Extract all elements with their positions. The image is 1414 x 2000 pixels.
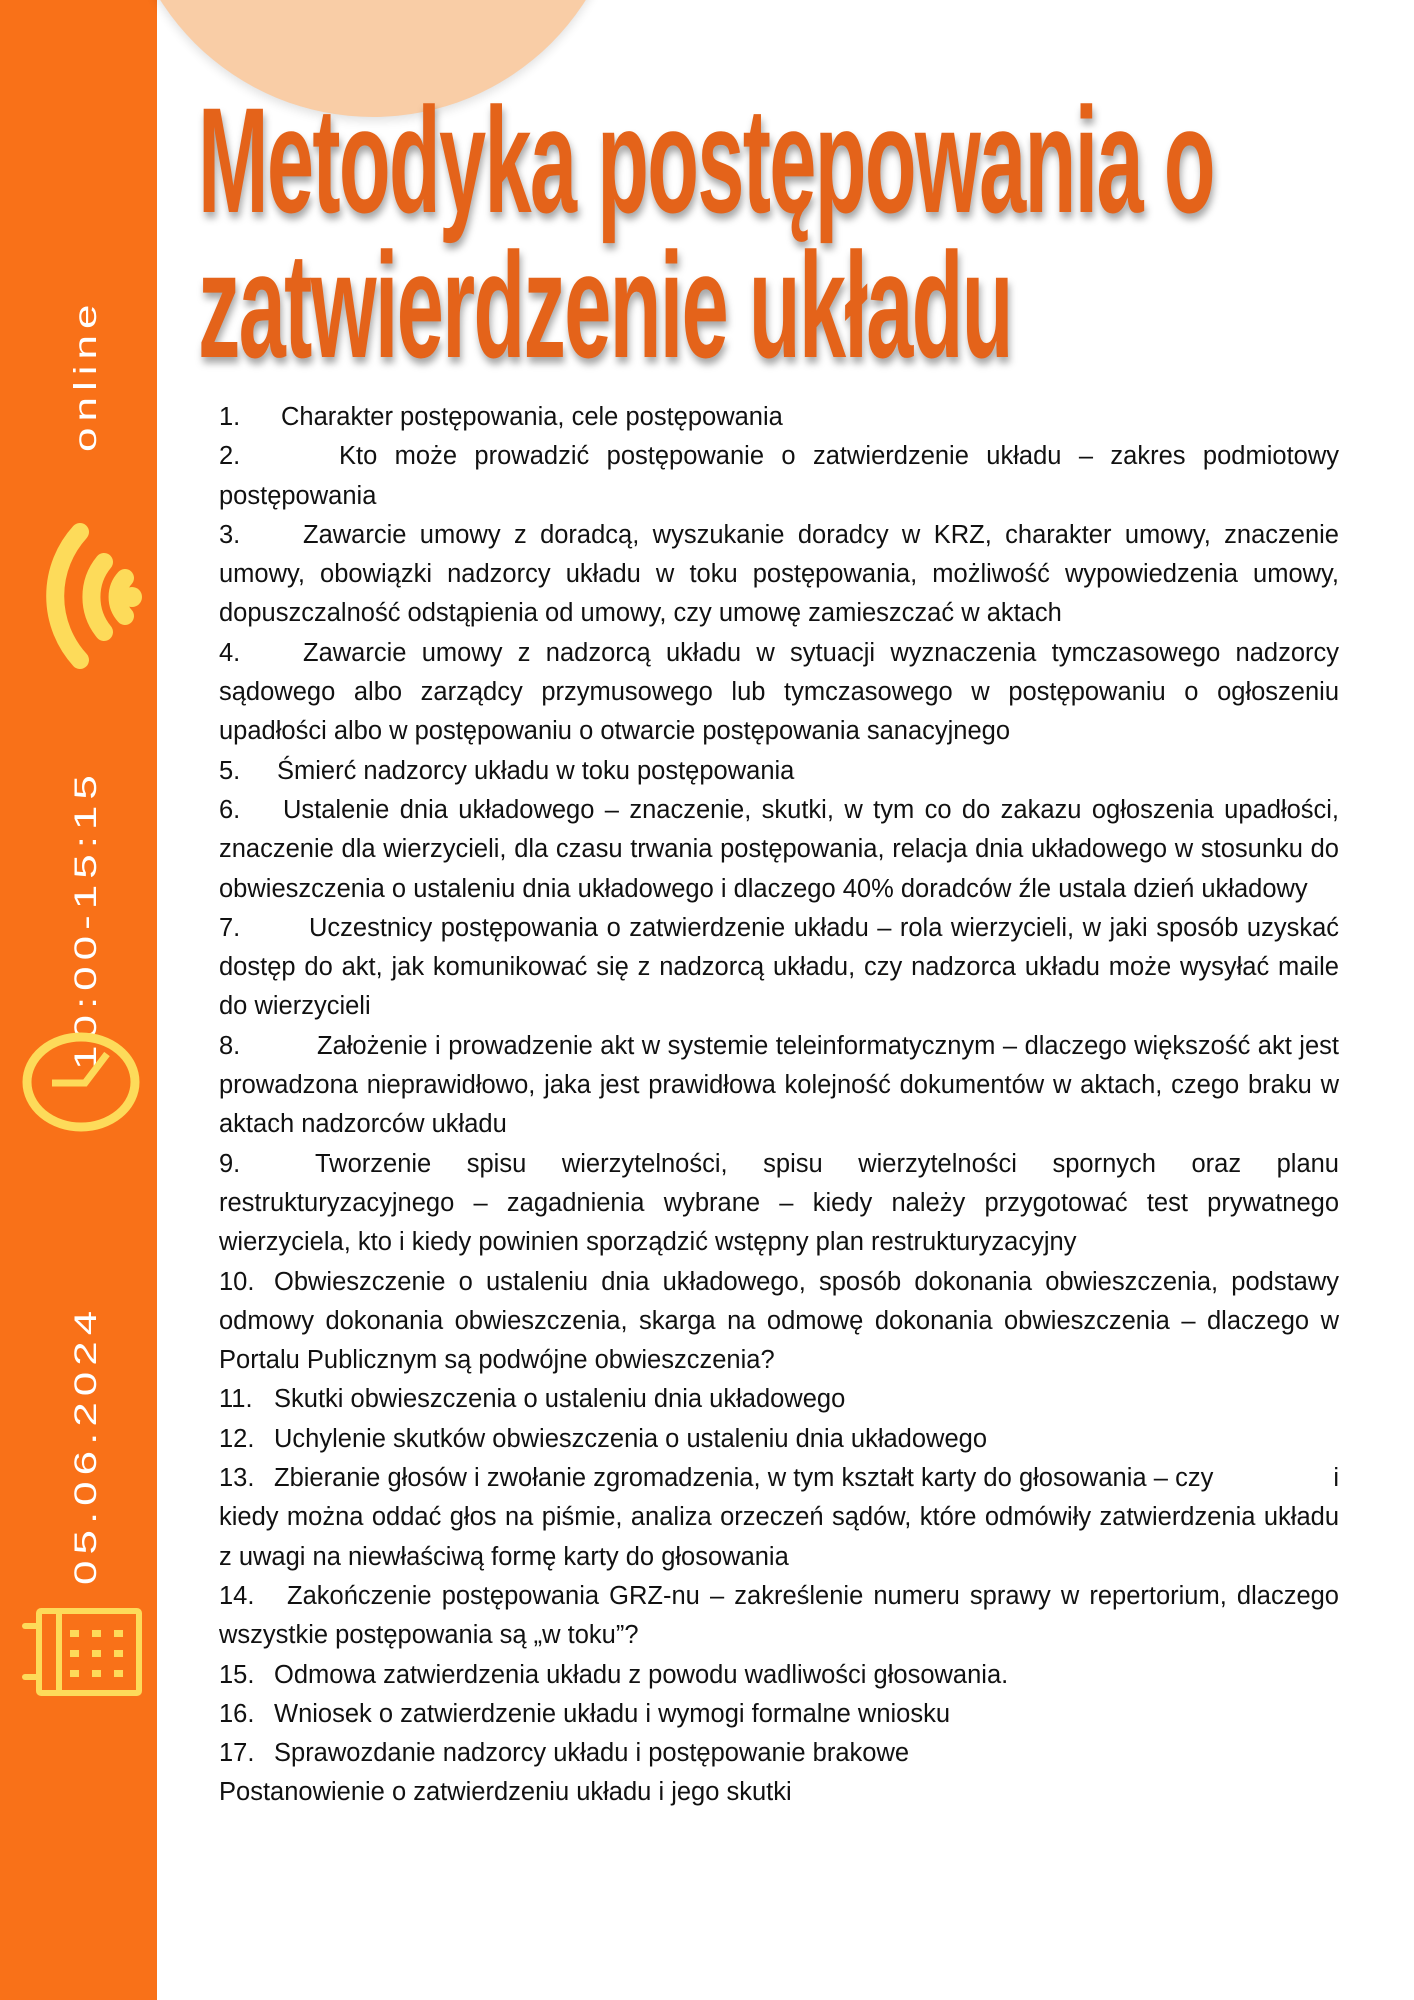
item-text: Śmierć nadzorcy układu w toku postępowania [277,756,795,785]
agenda-item [219,1656,1339,1695]
agenda-item [219,1145,1339,1263]
item-text-continued: i kiedy można oddać głos na piśmie, analiza orzeczeń sądów, które odmówiły zatwierdzenia układu z uwagi na niewłaściwą formę karty do głosowania [219,1464,1339,1571]
agenda-item [219,752,1339,791]
agenda-item [219,516,1339,634]
item-text: Obwieszczenie o ustaleniu dnia układowego, sposób dokonania obwieszczenia, podstawy odmowy dokonania obwieszczenia, skarga na odmowę dokonania obwieszczenia – dlaczego w Portalu Publicznym są podwójne obwieszczenia? [219,1267,1339,1375]
item-text: Tworzenie spisu wierzytelności, spisu wierzytelności spornych oraz planu restrukturyzacyjnego – zagadnienia wybrane – kiedy należy przygotować test prywatnego wierzyciela, kto i kiedy powinien sporządzić wstępny plan restrukturyzacyjny [219,1149,1339,1257]
event-date: 05.06.2024 [68,1304,104,1585]
agenda-item [219,1420,1339,1459]
item-text: Kto może prowadzić postępowanie o zatwierdzenie układu – zakres podmiotowy postępowania [219,442,1339,510]
item-number: 4. [219,638,241,667]
item-text: Uchylenie skutków obwieszczenia o ustaleniu dnia układowego [274,1424,988,1453]
item-number: 1. [219,403,241,431]
agenda-item [219,791,1339,909]
agenda-item [219,1380,1339,1419]
event-mode: online [68,298,104,452]
item-number: 7. [219,913,241,942]
agenda-item [219,437,1339,516]
agenda-item [219,634,1339,752]
item-number: 2. [219,442,241,471]
agenda-list [219,398,1339,1813]
item-text: Ustalenie dnia układowego – znaczenie, skutki, w tym co do zakazu ogłoszenia upadłości, znaczenie dla wierzycieli, dla czasu trwania postępowania, relacja dnia układowego w stosunku do obwieszczenia o ustaleniu dnia układowego i dlaczego 40% doradców źle ustala dzień układowy [219,795,1339,903]
agenda-final-line: Postanowienie o zatwierdzeniu układu i jego skutki [219,1778,792,1807]
item-number: 12. [219,1424,255,1453]
item-text: Założenie i prowadzenie akt w systemie teleinformatycznym – dlaczego większość akt jest prowadzona nieprawidłowo, jaka jest prawidłowa kolejność dokumentów w aktach, czego braku w aktach nadzorców układu [219,1031,1339,1139]
item-text: Zawarcie umowy z doradcą, wyszukanie doradcy w KRZ, charakter umowy, znaczenie umowy, obowiązki nadzorcy układu w toku postępowania, możliwość wypowiedzenia umowy, dopuszczalność odstąpienia od umowy, czy umowę zamieszczać w aktach [219,520,1339,628]
title-line-2: zatwierdzenie układu [198,221,1012,389]
item-text: Zawarcie umowy z nadzorcą układu w sytuacji wyznaczenia tymczasowego nadzorcy sądowego albo zarządcy przymusowego lub tymczasowego w postępowaniu o ogłoszeniu upadłości albo w postępowaniu o otwarcie postępowania sanacyjnego [219,638,1339,746]
agenda-item [219,1263,1339,1381]
page-title [198,76,1214,389]
agenda-item [219,1027,1339,1145]
calendar-icon [20,1608,145,1703]
agenda-item [219,909,1339,1027]
title-line-1: Metodyka postępowania o [198,76,1214,244]
item-number: 15. [219,1660,255,1689]
item-text: Zbieranie głosów i zwołanie zgromadzenia, w tym kształt karty do głosowania – czy [274,1464,1214,1493]
item-number: 16. [219,1699,255,1728]
item-text: Odmowa zatwierdzenia układu z powodu wadliwości głosowania. [274,1660,1009,1689]
item-number: 9. [219,1149,241,1178]
item-text: Skutki obwieszczenia o ustaleniu dnia układowego [274,1385,846,1414]
item-number: 3. [219,520,241,549]
agenda-item [219,1459,1339,1577]
item-number: 13. [219,1464,255,1493]
item-number: 8. [219,1031,241,1060]
item-number: 6. [219,795,241,824]
clock-icon [22,1032,142,1132]
agenda-item [219,1734,1339,1773]
item-text: Charakter postępowania, cele postępowania [281,403,783,431]
item-number: 5. [219,756,241,785]
event-time: 10:00-15:15 [68,769,104,1070]
item-number: 17. [219,1739,255,1768]
item-number: 10. [219,1267,255,1296]
item-number: 11. [219,1385,253,1414]
agenda-item [219,1695,1339,1734]
item-text: Uczestnicy postępowania o zatwierdzenie układu – rola wierzycieli, w jaki sposób uzyskać dostęp do akt, jak komunikować się z nadzorcą układu, czy nadzorca układu może wysyłać maile do wierzycieli [219,913,1339,1021]
item-text: Sprawozdanie nadzorcy układu i postępowanie brakowe [274,1739,910,1768]
agenda-item [219,1577,1339,1656]
wifi-signal-icon [20,510,150,680]
agenda-item [219,398,1339,437]
item-number: 14. [219,1581,255,1610]
item-text: Wniosek o zatwierdzenie układu i wymogi formalne wniosku [274,1699,951,1728]
item-text: Zakończenie postępowania GRZ-nu – zakreślenie numeru sprawy w repertorium, dlaczego wszystkie postępowania są „w toku”? [219,1581,1339,1650]
